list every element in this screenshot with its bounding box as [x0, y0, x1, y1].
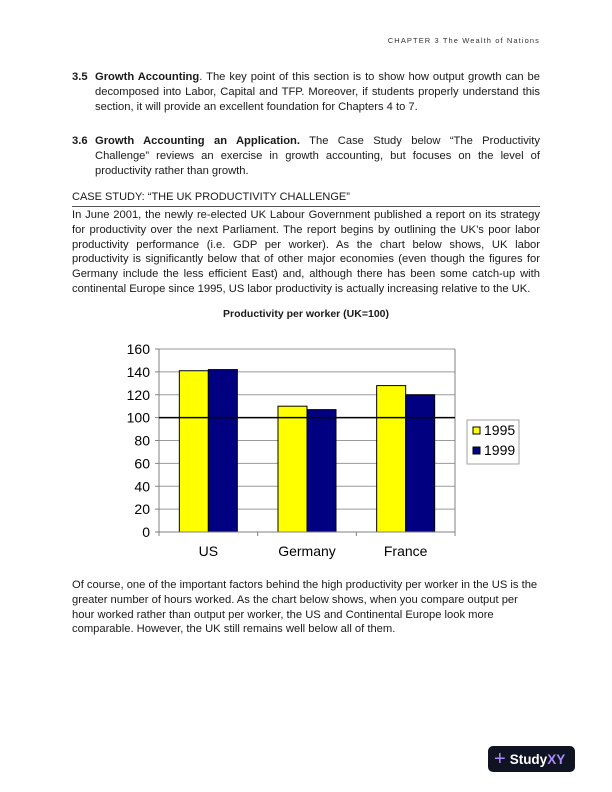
legend-label-1999: 1999 — [484, 442, 516, 458]
case-study-paragraph: In June 2001, the newly re-elected UK Labour Government published a report on its strategy for productivity over the next Parliament. The report begins by outlining the UK’s poor labor productivity performance (i.e. GDP per worker). As the chart below shows, UK labor productivity is significantly below that of other major economies (even though the figures for Germany include the less efficient East) and, although there has been some catch-up with continental Europe since 1995, US labor productivity is actually increasing relative to the UK. — [72, 209, 540, 295]
section-text: The Case Study below “The Productivity Challenge” reviews an exercise in growth accounting, but focuses on the level of productivity rather than growth. — [95, 135, 540, 177]
section-number: 3.5 — [72, 71, 88, 83]
chart-title: Productivity per worker (UK=100) — [222, 308, 389, 320]
case-study-title: CASE STUDY: “THE UK PRODUCTIVITY CHALLENGE” — [72, 190, 540, 207]
section-text: The key point of this section is to show how output growth can be decomposed into Labor, Capital and TFP. Moreover, if students properly understand this section, it will provide an excellent foundation for Chapters 4 to 7. — [95, 71, 540, 113]
follow-up-paragraph: Of course, one of the important factors behind the high productivity per worker in the US is the greater number of hours worked. As the chart below shows, when you compare output per hour worked rather than output per worker, the US and Continental Europe look more comparable. However, the UK still remains well below all of them. — [72, 579, 538, 636]
x-tick-label: France — [383, 543, 428, 559]
legend-swatch-1999 — [473, 447, 480, 454]
x-tick-label: Germany — [278, 543, 336, 559]
y-tick-label: 0 — [142, 524, 150, 540]
section-3-5: 3.5 Growth Accounting. The key point of this section is to show how output growth can be decomposed into Labor, Capital and TFP. Moreover, if students properly understand this section, it will provide an excellent foundation for Chapters 4 to 7. — [72, 71, 540, 113]
bar-france-1995 — [377, 386, 406, 532]
brand-name: Study — [509, 751, 548, 767]
y-tick-label: 120 — [126, 386, 150, 403]
y-tick-label: 100 — [126, 409, 150, 426]
x-tick-label: US — [198, 543, 219, 559]
bar-france-1999 — [406, 395, 435, 532]
y-tick-label: 160 — [126, 341, 150, 357]
y-tick-label: 20 — [134, 501, 150, 518]
section-number: 3.6 — [72, 135, 88, 147]
legend-label-1995: 1995 — [484, 422, 516, 438]
plus-icon: + — [494, 748, 506, 770]
y-tick-label: 40 — [134, 478, 150, 495]
brand-accent: XY — [547, 751, 566, 767]
y-tick-label: 80 — [134, 432, 150, 449]
running-header: CHAPTER 3 The Wealth of Nations — [387, 36, 540, 45]
bar-germany-1995 — [278, 406, 307, 532]
bar-germany-1999 — [307, 410, 336, 532]
section-heading: Growth Accounting — [95, 71, 200, 83]
bar-us-1999 — [208, 370, 237, 532]
legend-swatch-1995 — [473, 427, 480, 434]
bar-us-1995 — [179, 371, 208, 532]
section-heading: Growth Accounting an Application. — [95, 135, 300, 147]
y-tick-label: 140 — [126, 363, 150, 380]
y-tick-label: 60 — [134, 455, 150, 472]
studyxy-badge[interactable] — [488, 746, 575, 772]
